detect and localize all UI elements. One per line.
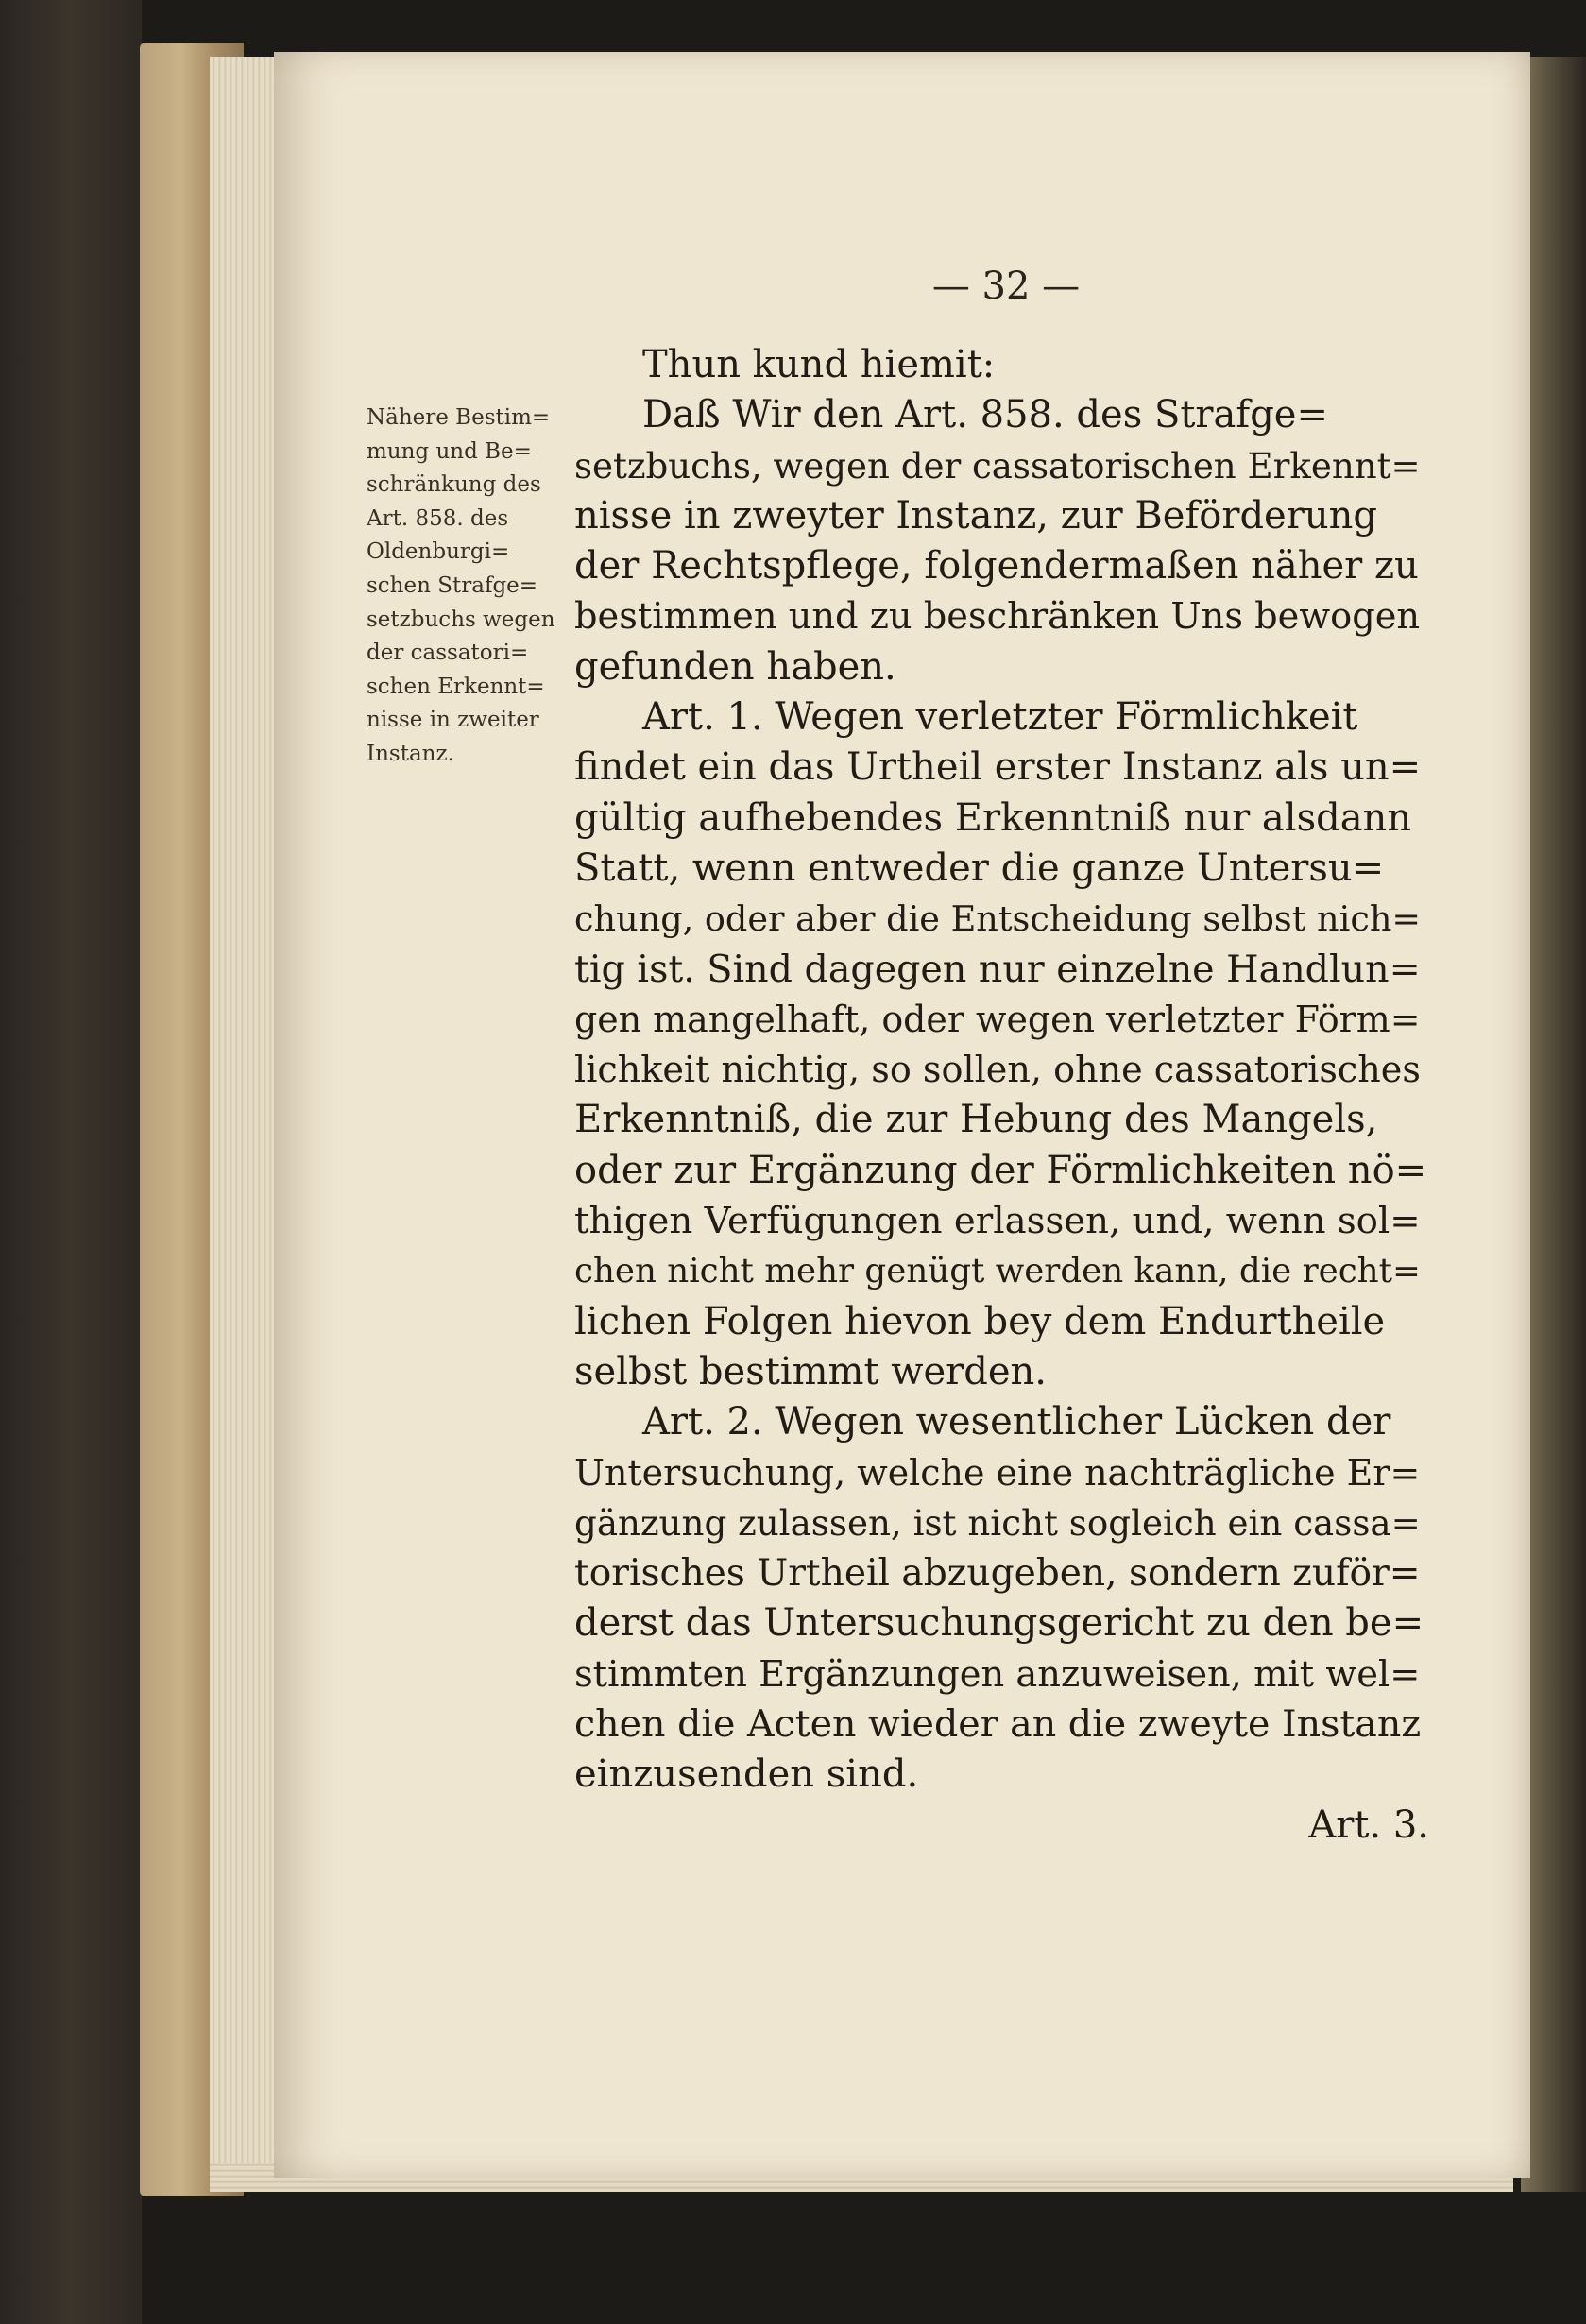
text-line: tig ist. Sind dagegen nur einzelne Handlun= (574, 947, 1421, 991)
text-line: thigen Verfügungen erlassen, und, wenn sol= (574, 1200, 1421, 1243)
text-line: Daß Wir den Art. 858. des Strafge= (642, 393, 1328, 437)
margin-note-line: schen Erkennt= (367, 674, 545, 699)
text-line: stimmten Ergänzungen anzuweisen, mit wel= (574, 1652, 1421, 1696)
text-line: der Rechtspflege, folgendermaßen näher zu (574, 544, 1419, 589)
text-line: einzusenden sind. (574, 1752, 919, 1797)
text-line: Erkenntniß, die zur Hebung des Mangels, (574, 1098, 1378, 1142)
margin-note-line: mung und Be= (367, 438, 532, 464)
text-line: Untersuchung, welche eine nachträgliche Er= (574, 1451, 1421, 1494)
text-line: torisches Urtheil abzugeben, sondern zuför= (574, 1552, 1421, 1596)
margin-note-line: Art. 858. des (367, 505, 509, 531)
margin-note-line: Oldenburgi= (367, 539, 510, 565)
margin-note-line: Nähere Bestim= (367, 405, 551, 430)
text-line: lichkeit nichtig, so sollen, ohne cassatorisches (574, 1049, 1421, 1091)
text-line: derst das Untersuchungsgericht zu den be= (574, 1601, 1424, 1646)
text-line: bestimmen und zu beschränken Uns bewogen (574, 595, 1421, 639)
text-line: gen mangelhaft, oder wegen verletzter Förm= (574, 998, 1421, 1040)
text-line: findet ein das Urtheil erster Instanz als un= (574, 745, 1422, 790)
text-line: setzbuchs, wegen der cassatorischen Erkennt= (574, 445, 1421, 487)
page-number: — 32 — (931, 265, 1081, 308)
article-heading-line: Art. 1. Wegen verletzter Förmlichkeit (642, 695, 1358, 740)
margin-note-line: nisse in zweiter (367, 708, 539, 733)
text-line: gänzung zulassen, ist nicht sogleich ein cassa= (574, 1501, 1421, 1544)
margin-note (367, 402, 593, 772)
facing-page-edge (1521, 57, 1586, 2192)
book-spine (0, 0, 142, 2324)
text-line: gültig aufhebendes Erkenntniß nur alsdann (574, 795, 1412, 840)
margin-note-line: Instanz. (367, 741, 454, 766)
text-line: Thun kund hiemit: (642, 343, 996, 386)
text-line: chen nicht mehr genügt werden kann, die recht= (574, 1252, 1421, 1291)
margin-note-line: schränkung des (367, 472, 541, 498)
body-text (574, 340, 1429, 1851)
catchword: Art. 3. (1308, 1803, 1429, 1847)
text-line: oder zur Ergänzung der Förmlichkeiten nö= (574, 1148, 1427, 1192)
text-line: Statt, wenn entweder die ganze Untersu= (574, 846, 1385, 890)
text-line: chung, oder aber die Entscheidung selbst nich= (574, 898, 1422, 940)
text-line: selbst bestimmt werden. (574, 1349, 1048, 1393)
text-line: nisse in zweyter Instanz, zur Beförderung (574, 493, 1377, 538)
text-line: gefunden haben. (574, 644, 896, 689)
margin-note-line: setzbuchs wegen (367, 607, 555, 632)
text-line: chen die Acten wieder an die zweyte Instanz (574, 1702, 1422, 1747)
margin-note-line: der cassatori= (367, 641, 529, 666)
margin-note-line: schen Strafge= (367, 572, 538, 598)
article-heading-line: Art. 2. Wegen wesentlicher Lücken der (642, 1400, 1391, 1444)
text-line: lichen Folgen hievon bey dem Endurtheile (574, 1299, 1386, 1343)
